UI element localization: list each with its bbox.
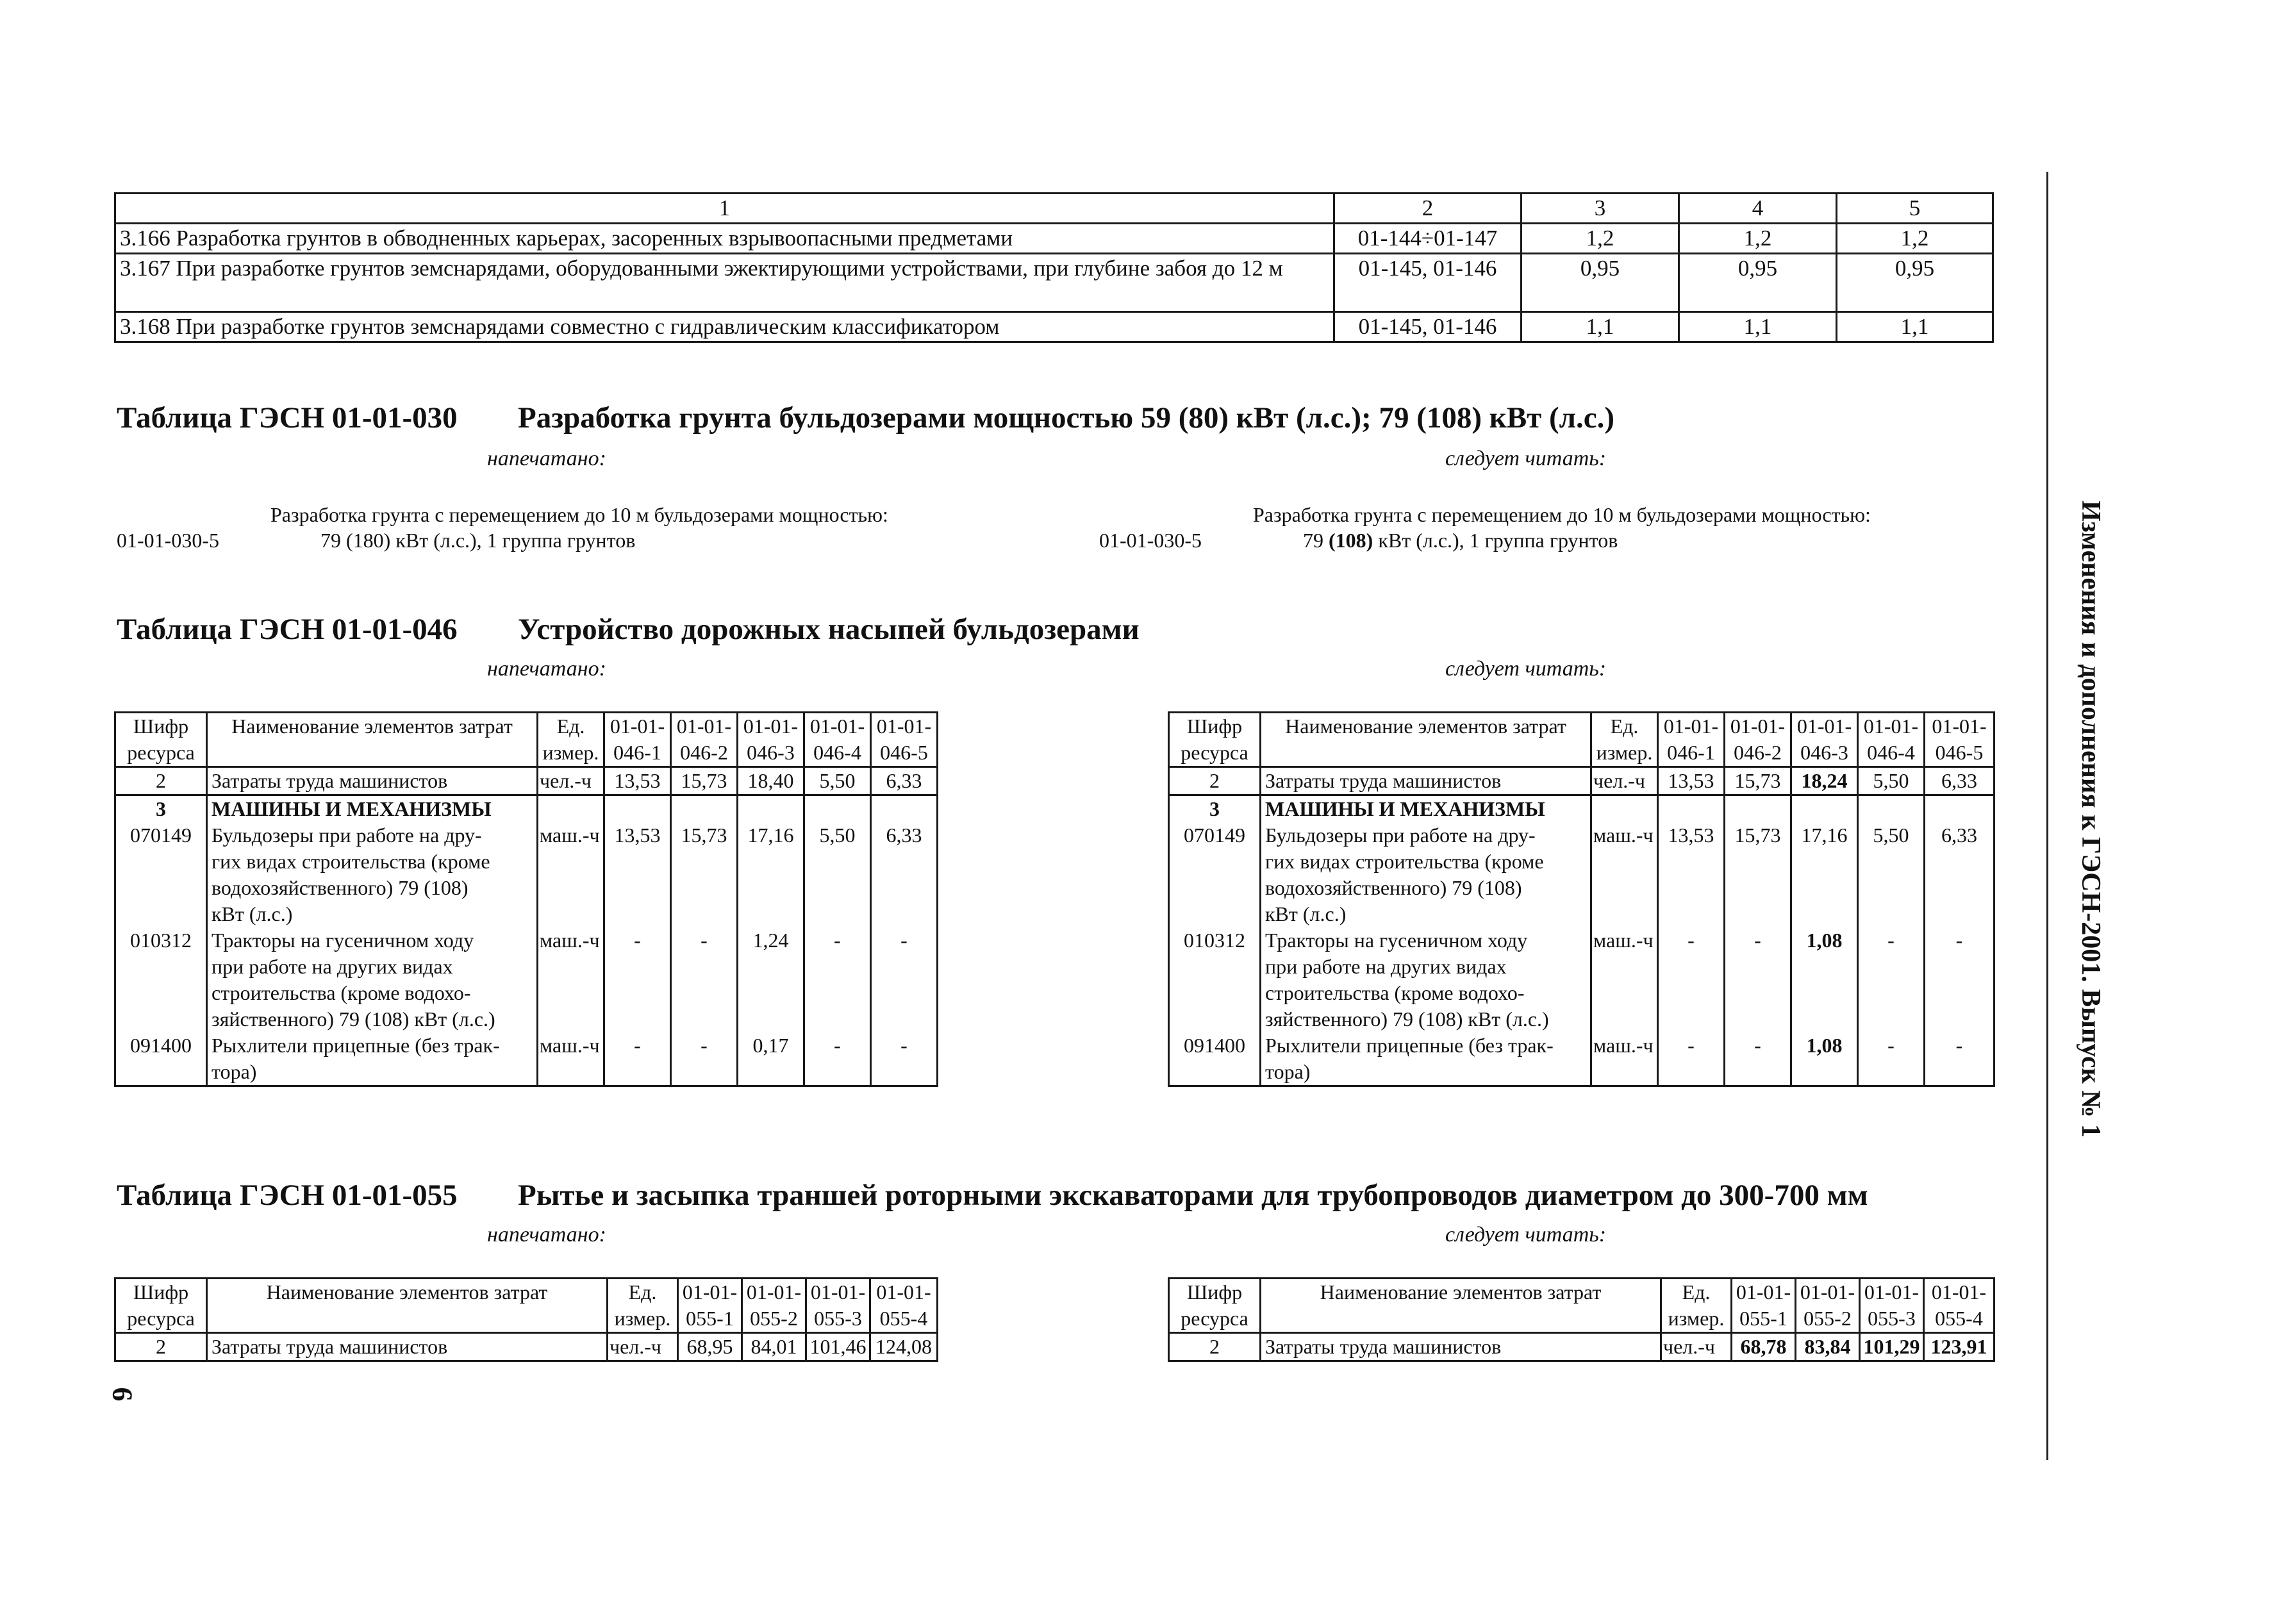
table-row xyxy=(1169,1333,1994,1361)
cell-value: 17,16 xyxy=(738,822,804,927)
header-text: 01-01- xyxy=(676,715,732,738)
header-text: 01-01- xyxy=(609,715,665,738)
name-line: Бульдозеры при работе на дру- xyxy=(211,824,482,847)
header-text: 055-1 xyxy=(686,1307,734,1330)
header-col xyxy=(1925,713,1994,767)
cell-value-corrected: 123,91 xyxy=(1924,1333,1994,1361)
cell-value-corrected: 1,08 xyxy=(1791,1032,1858,1086)
name-line: Рыхлители прицепные (без трак- xyxy=(211,1034,500,1057)
cell-code: 2 xyxy=(115,1333,207,1361)
table-row xyxy=(115,822,938,927)
header-text: ресурса xyxy=(127,741,195,764)
header-col xyxy=(1791,713,1858,767)
header-text: 01-01- xyxy=(682,1280,738,1304)
cell-empty xyxy=(1658,795,1725,823)
header-unit xyxy=(1661,1279,1732,1333)
header-col xyxy=(871,713,938,767)
cell-name: Затраты труда машинистов xyxy=(207,1333,608,1361)
cell-value: - xyxy=(604,1032,671,1086)
name-line: гих видах строительства (кроме xyxy=(211,850,490,873)
name-line: гих видах строительства (кроме xyxy=(1265,850,1544,873)
header-text: 01-01- xyxy=(1864,1280,1920,1304)
cell-empty xyxy=(538,795,604,823)
cell-code: 2 xyxy=(115,767,207,795)
cell-value: - xyxy=(871,927,938,1032)
name-line: при работе на других видах xyxy=(211,955,453,978)
cell-value: 13,53 xyxy=(1658,822,1725,927)
header-text: 01-01- xyxy=(1730,715,1786,738)
header-text: 01-01- xyxy=(746,1280,802,1304)
read-text-bold: (108) xyxy=(1329,529,1373,552)
section-code-030: Таблица ГЭСН 01-01-030 xyxy=(117,401,458,435)
cell-name xyxy=(1261,1032,1591,1086)
cell-unit: чел.-ч xyxy=(1591,767,1658,795)
column-header: 2 xyxy=(1334,194,1522,224)
cell-unit: маш.-ч xyxy=(538,1032,604,1086)
cell-value: 84,01 xyxy=(742,1333,806,1361)
cell-value: 5,50 xyxy=(804,767,871,795)
table-row xyxy=(1169,822,1994,927)
cell-name xyxy=(207,1032,538,1086)
name-line: при работе на других видах xyxy=(1265,955,1507,978)
header-unit xyxy=(1591,713,1658,767)
table-row xyxy=(115,795,938,823)
cell-value: 13,53 xyxy=(1658,767,1725,795)
header-name: Наименование элементов затрат xyxy=(207,1279,608,1333)
label-read: следует читать: xyxy=(1445,657,1607,681)
row-text: 3.168 При разработке грунтов земснарядами совместно с гидравлическим классификатором xyxy=(115,312,1334,342)
cell-value: - xyxy=(871,1032,938,1086)
header-col xyxy=(1725,713,1791,767)
cell-value: 68,95 xyxy=(678,1333,742,1361)
header-col xyxy=(1924,1279,1994,1333)
name-line: водохозяйственного) 79 (108) xyxy=(211,876,468,899)
cell-value: 6,33 xyxy=(1925,822,1994,927)
cell-name xyxy=(207,927,538,1032)
cell-unit: маш.-ч xyxy=(538,822,604,927)
label-printed: напечатано: xyxy=(487,657,606,681)
cell-name: Затраты труда машинистов xyxy=(1261,767,1591,795)
row-k2: 1,2 xyxy=(1679,224,1837,254)
row-k1: 1,1 xyxy=(1522,312,1679,342)
cell-value: 124,08 xyxy=(870,1333,938,1361)
cell-name xyxy=(207,822,538,927)
cell-empty xyxy=(1591,795,1658,823)
cell-code: 2 xyxy=(1169,1333,1261,1361)
row-codes: 01-144÷01-147 xyxy=(1334,224,1522,254)
cell-value: 6,33 xyxy=(871,767,938,795)
coefficients-table xyxy=(114,192,1994,343)
table-row xyxy=(115,254,1993,312)
header-name: Наименование элементов затрат xyxy=(1261,1279,1661,1333)
table-row xyxy=(1169,927,1994,1032)
header-unit xyxy=(538,713,604,767)
name-line: Рыхлители прицепные (без трак- xyxy=(1265,1034,1554,1057)
header-text: Ед. xyxy=(556,715,585,738)
header-text: измер. xyxy=(1596,741,1653,764)
cell-empty xyxy=(738,795,804,823)
read-text-part: кВт (л.с.), 1 группа грунтов xyxy=(1373,529,1618,552)
cell-code: 010312 xyxy=(115,927,207,1032)
row-k1: 0,95 xyxy=(1522,254,1679,312)
read-text-line2 xyxy=(1303,529,1618,552)
cell-value: 15,73 xyxy=(671,767,738,795)
header-unit xyxy=(608,1279,678,1333)
header-text: Ед. xyxy=(628,1280,657,1304)
cell-code: 010312 xyxy=(1169,927,1261,1032)
table-row xyxy=(1169,1032,1994,1086)
cell-name xyxy=(1261,927,1591,1032)
header-text: 055-2 xyxy=(1804,1307,1852,1330)
cell-value: 1,24 xyxy=(738,927,804,1032)
cell-value: 6,33 xyxy=(1925,767,1994,795)
table-row xyxy=(115,312,1993,342)
header-text: ресурса xyxy=(1181,741,1248,764)
label-printed: напечатано: xyxy=(487,1223,606,1247)
header-col xyxy=(1732,1279,1796,1333)
cell-value: 13,53 xyxy=(604,822,671,927)
header-text: 055-1 xyxy=(1739,1307,1787,1330)
cell-value: 13,53 xyxy=(604,767,671,795)
cell-value: 0,17 xyxy=(738,1032,804,1086)
name-line: строительства (кроме водохо- xyxy=(1265,981,1525,1004)
cell-value: - xyxy=(1925,927,1994,1032)
column-header: 3 xyxy=(1522,194,1679,224)
header-col xyxy=(1658,713,1725,767)
cell-name: МАШИНЫ И МЕХАНИЗМЫ xyxy=(1261,795,1591,823)
label-read: следует читать: xyxy=(1445,447,1607,470)
header-text: 055-3 xyxy=(1868,1307,1916,1330)
header-text: 055-4 xyxy=(1935,1307,1983,1330)
header-text: 01-01- xyxy=(1736,1280,1791,1304)
table-055-printed xyxy=(114,1277,938,1362)
read-text-line1: Разработка грунта с перемещением до 10 м бульдозерами мощностью: xyxy=(1253,503,1871,526)
header-text: 046-4 xyxy=(1867,741,1915,764)
cell-code: 3 xyxy=(1169,795,1261,823)
header-text: Ед. xyxy=(1610,715,1639,738)
read-code: 01-01-030-5 xyxy=(1099,529,1202,552)
cell-code: 091400 xyxy=(1169,1032,1261,1086)
header-col xyxy=(738,713,804,767)
header-resource-code xyxy=(115,713,207,767)
cell-name: Затраты труда машинистов xyxy=(207,767,538,795)
header-col xyxy=(1858,713,1925,767)
header-text: 01-01- xyxy=(1863,715,1919,738)
table-header-row xyxy=(115,194,1993,224)
section-code-046: Таблица ГЭСН 01-01-046 xyxy=(117,613,458,646)
header-text: Ед. xyxy=(1682,1280,1711,1304)
header-text: ресурса xyxy=(127,1307,195,1330)
header-text: измер. xyxy=(542,741,599,764)
cell-value: 15,73 xyxy=(671,822,738,927)
cell-code: 2 xyxy=(1169,767,1261,795)
cell-code: 091400 xyxy=(115,1032,207,1086)
page-number: 6 xyxy=(106,1387,138,1402)
row-codes: 01-145, 01-146 xyxy=(1334,254,1522,312)
header-text: Шифр xyxy=(1186,1280,1243,1304)
name-line: кВт (л.с.) xyxy=(211,902,293,925)
header-text: 046-3 xyxy=(747,741,795,764)
row-k2: 0,95 xyxy=(1679,254,1837,312)
table-row xyxy=(115,767,938,795)
header-text: 046-2 xyxy=(1734,741,1782,764)
table-header-row xyxy=(115,1279,938,1333)
header-col xyxy=(1796,1279,1860,1333)
header-resource-code xyxy=(1169,1279,1261,1333)
header-resource-code xyxy=(1169,713,1261,767)
row-k3: 1,2 xyxy=(1837,224,1993,254)
table-row xyxy=(115,1333,938,1361)
table-row xyxy=(115,927,938,1032)
cell-empty xyxy=(871,795,938,823)
column-header: 4 xyxy=(1679,194,1837,224)
section-title-046: Устройство дорожных насыпей бульдозерами xyxy=(518,613,1140,646)
header-resource-code xyxy=(115,1279,207,1333)
cell-value: 5,50 xyxy=(804,822,871,927)
printed-text-line1: Разработка грунта с перемещением до 10 м бульдозерами мощностью: xyxy=(270,503,888,526)
column-header: 1 xyxy=(115,194,1334,224)
header-col xyxy=(671,713,738,767)
cell-value: - xyxy=(1858,1032,1925,1086)
header-col xyxy=(678,1279,742,1333)
table-055-read xyxy=(1168,1277,1995,1362)
cell-value: - xyxy=(1725,1032,1791,1086)
table-row xyxy=(1169,795,1994,823)
header-col xyxy=(1860,1279,1924,1333)
margin-rule xyxy=(2046,172,2048,1460)
cell-value: 5,50 xyxy=(1858,822,1925,927)
section-title-030: Разработка грунта бульдозерами мощностью 59 (80) кВт (л.с.); 79 (108) кВт (л.с.) xyxy=(518,401,1615,435)
printed-code: 01-01-030-5 xyxy=(117,529,219,552)
section-title-055: Рытье и засыпка траншей роторными экскаваторами для трубопроводов диаметром до 300-700 мм xyxy=(518,1179,1868,1212)
row-codes: 01-145, 01-146 xyxy=(1334,312,1522,342)
cell-value: 18,40 xyxy=(738,767,804,795)
cell-value: - xyxy=(804,1032,871,1086)
header-name: Наименование элементов затрат xyxy=(1261,713,1591,767)
header-text: 01-01- xyxy=(876,1280,931,1304)
header-text: 01-01- xyxy=(1663,715,1719,738)
header-text: Шифр xyxy=(133,1280,189,1304)
column-header: 5 xyxy=(1837,194,1993,224)
header-text: 01-01- xyxy=(1796,715,1852,738)
name-line: водохозяйственного) 79 (108) xyxy=(1265,876,1522,899)
cell-unit: маш.-ч xyxy=(1591,822,1658,927)
section-code-055: Таблица ГЭСН 01-01-055 xyxy=(117,1179,458,1212)
name-line: Бульдозеры при работе на дру- xyxy=(1265,824,1536,847)
cell-value: 15,73 xyxy=(1725,767,1791,795)
header-col xyxy=(604,713,671,767)
table-046-printed xyxy=(114,711,938,1087)
header-col xyxy=(870,1279,938,1333)
cell-code: 070149 xyxy=(115,822,207,927)
header-text: 055-2 xyxy=(750,1307,798,1330)
header-text: ресурса xyxy=(1181,1307,1248,1330)
name-line: тора) xyxy=(1265,1060,1311,1083)
printed-text-line2: 79 (180) кВт (л.с.), 1 группа грунтов xyxy=(320,529,636,552)
cell-value: 15,73 xyxy=(1725,822,1791,927)
row-text: 3.167 При разработке грунтов земснарядами, оборудованными эжектирующими устройствами, при глубине забоя до 12 м xyxy=(115,254,1334,312)
name-line: Тракторы на гусеничном ходу xyxy=(1265,929,1528,952)
cell-unit: чел.-ч xyxy=(1661,1333,1732,1361)
header-text: 01-01- xyxy=(810,1280,866,1304)
cell-value: 101,46 xyxy=(806,1333,870,1361)
header-text: 046-5 xyxy=(1935,741,1984,764)
header-text: 055-4 xyxy=(879,1307,928,1330)
cell-value: - xyxy=(1658,927,1725,1032)
header-col xyxy=(742,1279,806,1333)
header-name: Наименование элементов затрат xyxy=(207,713,538,767)
row-k3: 0,95 xyxy=(1837,254,1993,312)
cell-value: 17,16 xyxy=(1791,822,1858,927)
cell-value: 6,33 xyxy=(871,822,938,927)
name-line: зяйственного) 79 (108) кВт (л.с.) xyxy=(1265,1007,1549,1031)
header-text: 046-4 xyxy=(813,741,861,764)
table-row xyxy=(115,224,1993,254)
name-line: Тракторы на гусеничном ходу xyxy=(211,929,474,952)
header-text: 055-3 xyxy=(814,1307,862,1330)
cell-unit: чел.-ч xyxy=(538,767,604,795)
header-col xyxy=(804,713,871,767)
table-header-row xyxy=(1169,713,1994,767)
cell-value: - xyxy=(1725,927,1791,1032)
cell-code: 070149 xyxy=(1169,822,1261,927)
cell-value: 5,50 xyxy=(1858,767,1925,795)
cell-empty xyxy=(671,795,738,823)
header-text: 01-01- xyxy=(1800,1280,1855,1304)
cell-code: 3 xyxy=(115,795,207,823)
name-line: тора) xyxy=(211,1060,257,1083)
header-text: 046-3 xyxy=(1800,741,1848,764)
table-row xyxy=(1169,767,1994,795)
read-text-part: 79 xyxy=(1303,529,1329,552)
table-046-read xyxy=(1168,711,1995,1087)
row-k2: 1,1 xyxy=(1679,312,1837,342)
header-text: 01-01- xyxy=(809,715,865,738)
cell-unit: маш.-ч xyxy=(1591,927,1658,1032)
table-header-row xyxy=(115,713,938,767)
name-line: строительства (кроме водохо- xyxy=(211,981,471,1004)
header-text: 01-01- xyxy=(1932,715,1987,738)
cell-unit: маш.-ч xyxy=(538,927,604,1032)
name-line: зяйственного) 79 (108) кВт (л.с.) xyxy=(211,1007,495,1031)
cell-empty xyxy=(804,795,871,823)
cell-value: - xyxy=(1925,1032,1994,1086)
cell-empty xyxy=(1858,795,1925,823)
cell-value: - xyxy=(604,927,671,1032)
header-col xyxy=(806,1279,870,1333)
header-text: 01-01- xyxy=(876,715,932,738)
header-text: 046-1 xyxy=(613,741,661,764)
row-text: 3.166 Разработка грунтов в обводненных карьерах, засоренных взрывоопасными предметами xyxy=(115,224,1334,254)
cell-name: МАШИНЫ И МЕХАНИЗМЫ xyxy=(207,795,538,823)
cell-empty xyxy=(604,795,671,823)
cell-value-corrected: 83,84 xyxy=(1796,1333,1860,1361)
header-text: 046-5 xyxy=(880,741,928,764)
side-caption: Изменения и дополнения к ГЭСН-2001. Выпуск № 1 xyxy=(2076,501,2105,1138)
header-text: 01-01- xyxy=(1931,1280,1987,1304)
name-line: кВт (л.с.) xyxy=(1265,902,1347,925)
header-text: 046-2 xyxy=(680,741,728,764)
cell-value-corrected: 101,29 xyxy=(1860,1333,1924,1361)
cell-value: - xyxy=(804,927,871,1032)
cell-unit: маш.-ч xyxy=(1591,1032,1658,1086)
cell-value-corrected: 1,08 xyxy=(1791,927,1858,1032)
cell-value: - xyxy=(671,1032,738,1086)
header-text: измер. xyxy=(1668,1307,1725,1330)
cell-unit: чел.-ч xyxy=(608,1333,678,1361)
cell-value-corrected: 68,78 xyxy=(1732,1333,1796,1361)
header-text: 01-01- xyxy=(743,715,799,738)
row-k1: 1,2 xyxy=(1522,224,1679,254)
cell-value: - xyxy=(1858,927,1925,1032)
header-text: измер. xyxy=(614,1307,671,1330)
table-header-row xyxy=(1169,1279,1994,1333)
header-text: 046-1 xyxy=(1667,741,1715,764)
table-row xyxy=(115,1032,938,1086)
cell-value: - xyxy=(671,927,738,1032)
cell-name xyxy=(1261,822,1591,927)
label-printed: напечатано: xyxy=(487,447,606,470)
header-text: Шифр xyxy=(133,715,189,738)
row-k3: 1,1 xyxy=(1837,312,1993,342)
header-text: Шифр xyxy=(1186,715,1243,738)
cell-empty xyxy=(1725,795,1791,823)
cell-empty xyxy=(1791,795,1858,823)
cell-value-corrected: 18,24 xyxy=(1791,767,1858,795)
cell-empty xyxy=(1925,795,1994,823)
cell-name: Затраты труда машинистов xyxy=(1261,1333,1661,1361)
label-read: следует читать: xyxy=(1445,1223,1607,1247)
cell-value: - xyxy=(1658,1032,1725,1086)
